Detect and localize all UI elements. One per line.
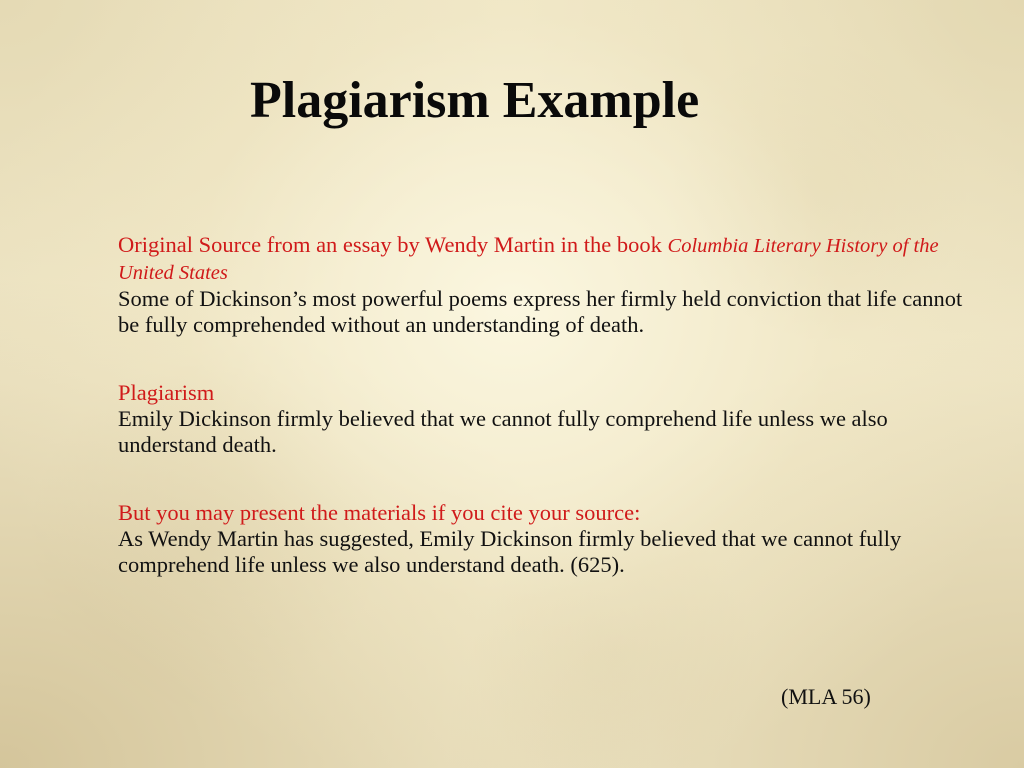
original-source-heading <box>118 232 978 286</box>
plagiarism-text: Emily Dickinson firmly believed that we cannot fully comprehend life unless we also understand death. <box>118 406 888 457</box>
mla-citation: (MLA 56) <box>781 684 871 709</box>
citation-heading: But you may present the materials if you cite your source: <box>118 500 641 525</box>
original-source-heading-text: Original Source from an essay by Wendy Martin in the book <box>118 232 668 257</box>
book-title: Columbia Literary History of the United States <box>118 235 939 284</box>
original-source-section <box>118 232 978 338</box>
slide-title: Plagiarism Example <box>250 72 700 129</box>
slide-content <box>118 232 978 620</box>
plagiarism-section <box>118 380 978 458</box>
plagiarism-heading: Plagiarism <box>118 380 215 405</box>
original-source-quote: Some of Dickinson’s most powerful poems express her firmly held conviction that life cannot be fully comprehended without an understanding of death. <box>118 286 963 337</box>
cited-text: As Wendy Martin has suggested, Emily Dickinson firmly believed that we cannot fully comprehend life unless we also understand death. (625). <box>118 526 902 577</box>
citation-section <box>118 500 978 578</box>
